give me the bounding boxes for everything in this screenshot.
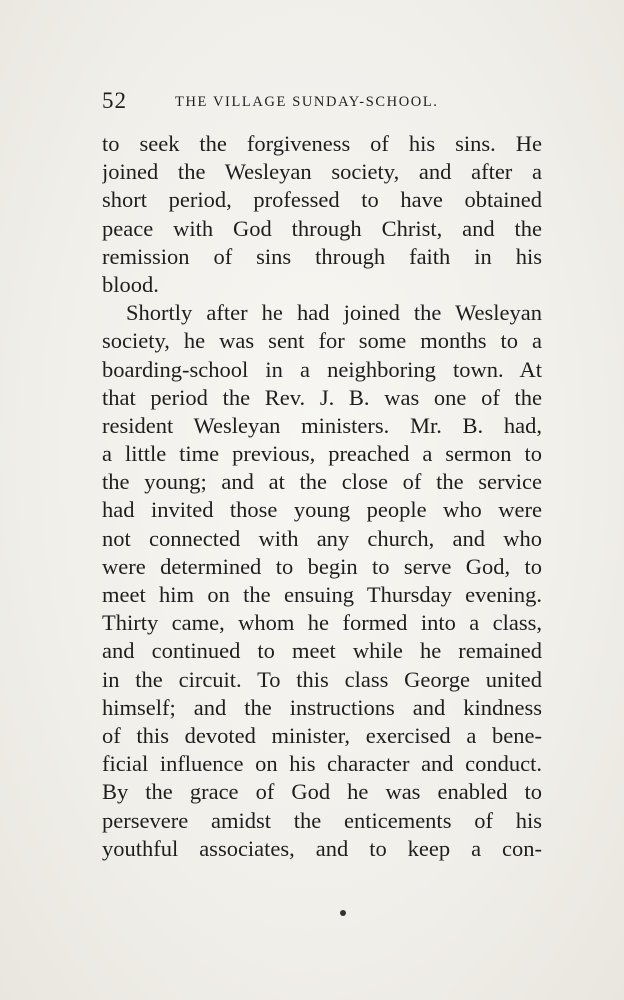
text-line: resident Wesleyan ministers. Mr. B. had,	[102, 412, 542, 438]
text-line: persevere amidst the enticements of his	[102, 807, 542, 833]
page-number: 52	[102, 88, 127, 113]
text-line: had invited those young people who were	[102, 497, 542, 523]
book-title: THE VILLAGE SUNDAY-SCHOOL.	[175, 94, 439, 110]
text-line: to seek the forgiveness of his sins. He	[102, 131, 542, 156]
text-line: joined the Wesleyan society, and after a	[102, 159, 542, 185]
text-line: boarding-school in a neighboring town. At	[102, 356, 542, 382]
text-line: a little time previous, preached a sermon to	[102, 441, 542, 467]
text-line: of this devoted minister, exercised a bene-	[102, 722, 542, 748]
text-line: and continued to meet while he remained	[102, 638, 542, 664]
text-line: were determined to begin to serve God, to	[102, 553, 542, 579]
text-line: society, he was sent for some months to a	[102, 328, 542, 354]
text-line: himself; and the instructions and kindness	[102, 694, 542, 720]
text-line: that period the Rev. J. B. was one of the	[102, 384, 542, 410]
text-line: Shortly after he had joined the Wesleyan	[126, 300, 542, 326]
text-line: By the grace of God he was enabled to	[102, 779, 542, 805]
text-line: blood.	[102, 271, 159, 297]
text-line: not connected with any church, and who	[102, 525, 542, 551]
text-line: remission of sins through faith in his	[102, 243, 542, 269]
text-line: youthful associates, and to keep a con-	[102, 835, 542, 861]
text-line: Thirty came, whom he formed into a class,	[102, 610, 542, 636]
text-line: short period, professed to have obtained	[102, 187, 542, 213]
body-text	[102, 130, 542, 863]
running-head	[102, 88, 542, 116]
text-line: ficial influence on his character and conduct.	[102, 751, 542, 777]
text-line: in the circuit. To this class George united	[102, 666, 542, 692]
text-line: meet him on the ensuing Thursday evening.	[102, 582, 542, 607]
ink-speck	[340, 910, 346, 916]
text-line: the young; and at the close of the service	[102, 469, 542, 495]
text-line: peace with God through Christ, and the	[102, 215, 542, 241]
